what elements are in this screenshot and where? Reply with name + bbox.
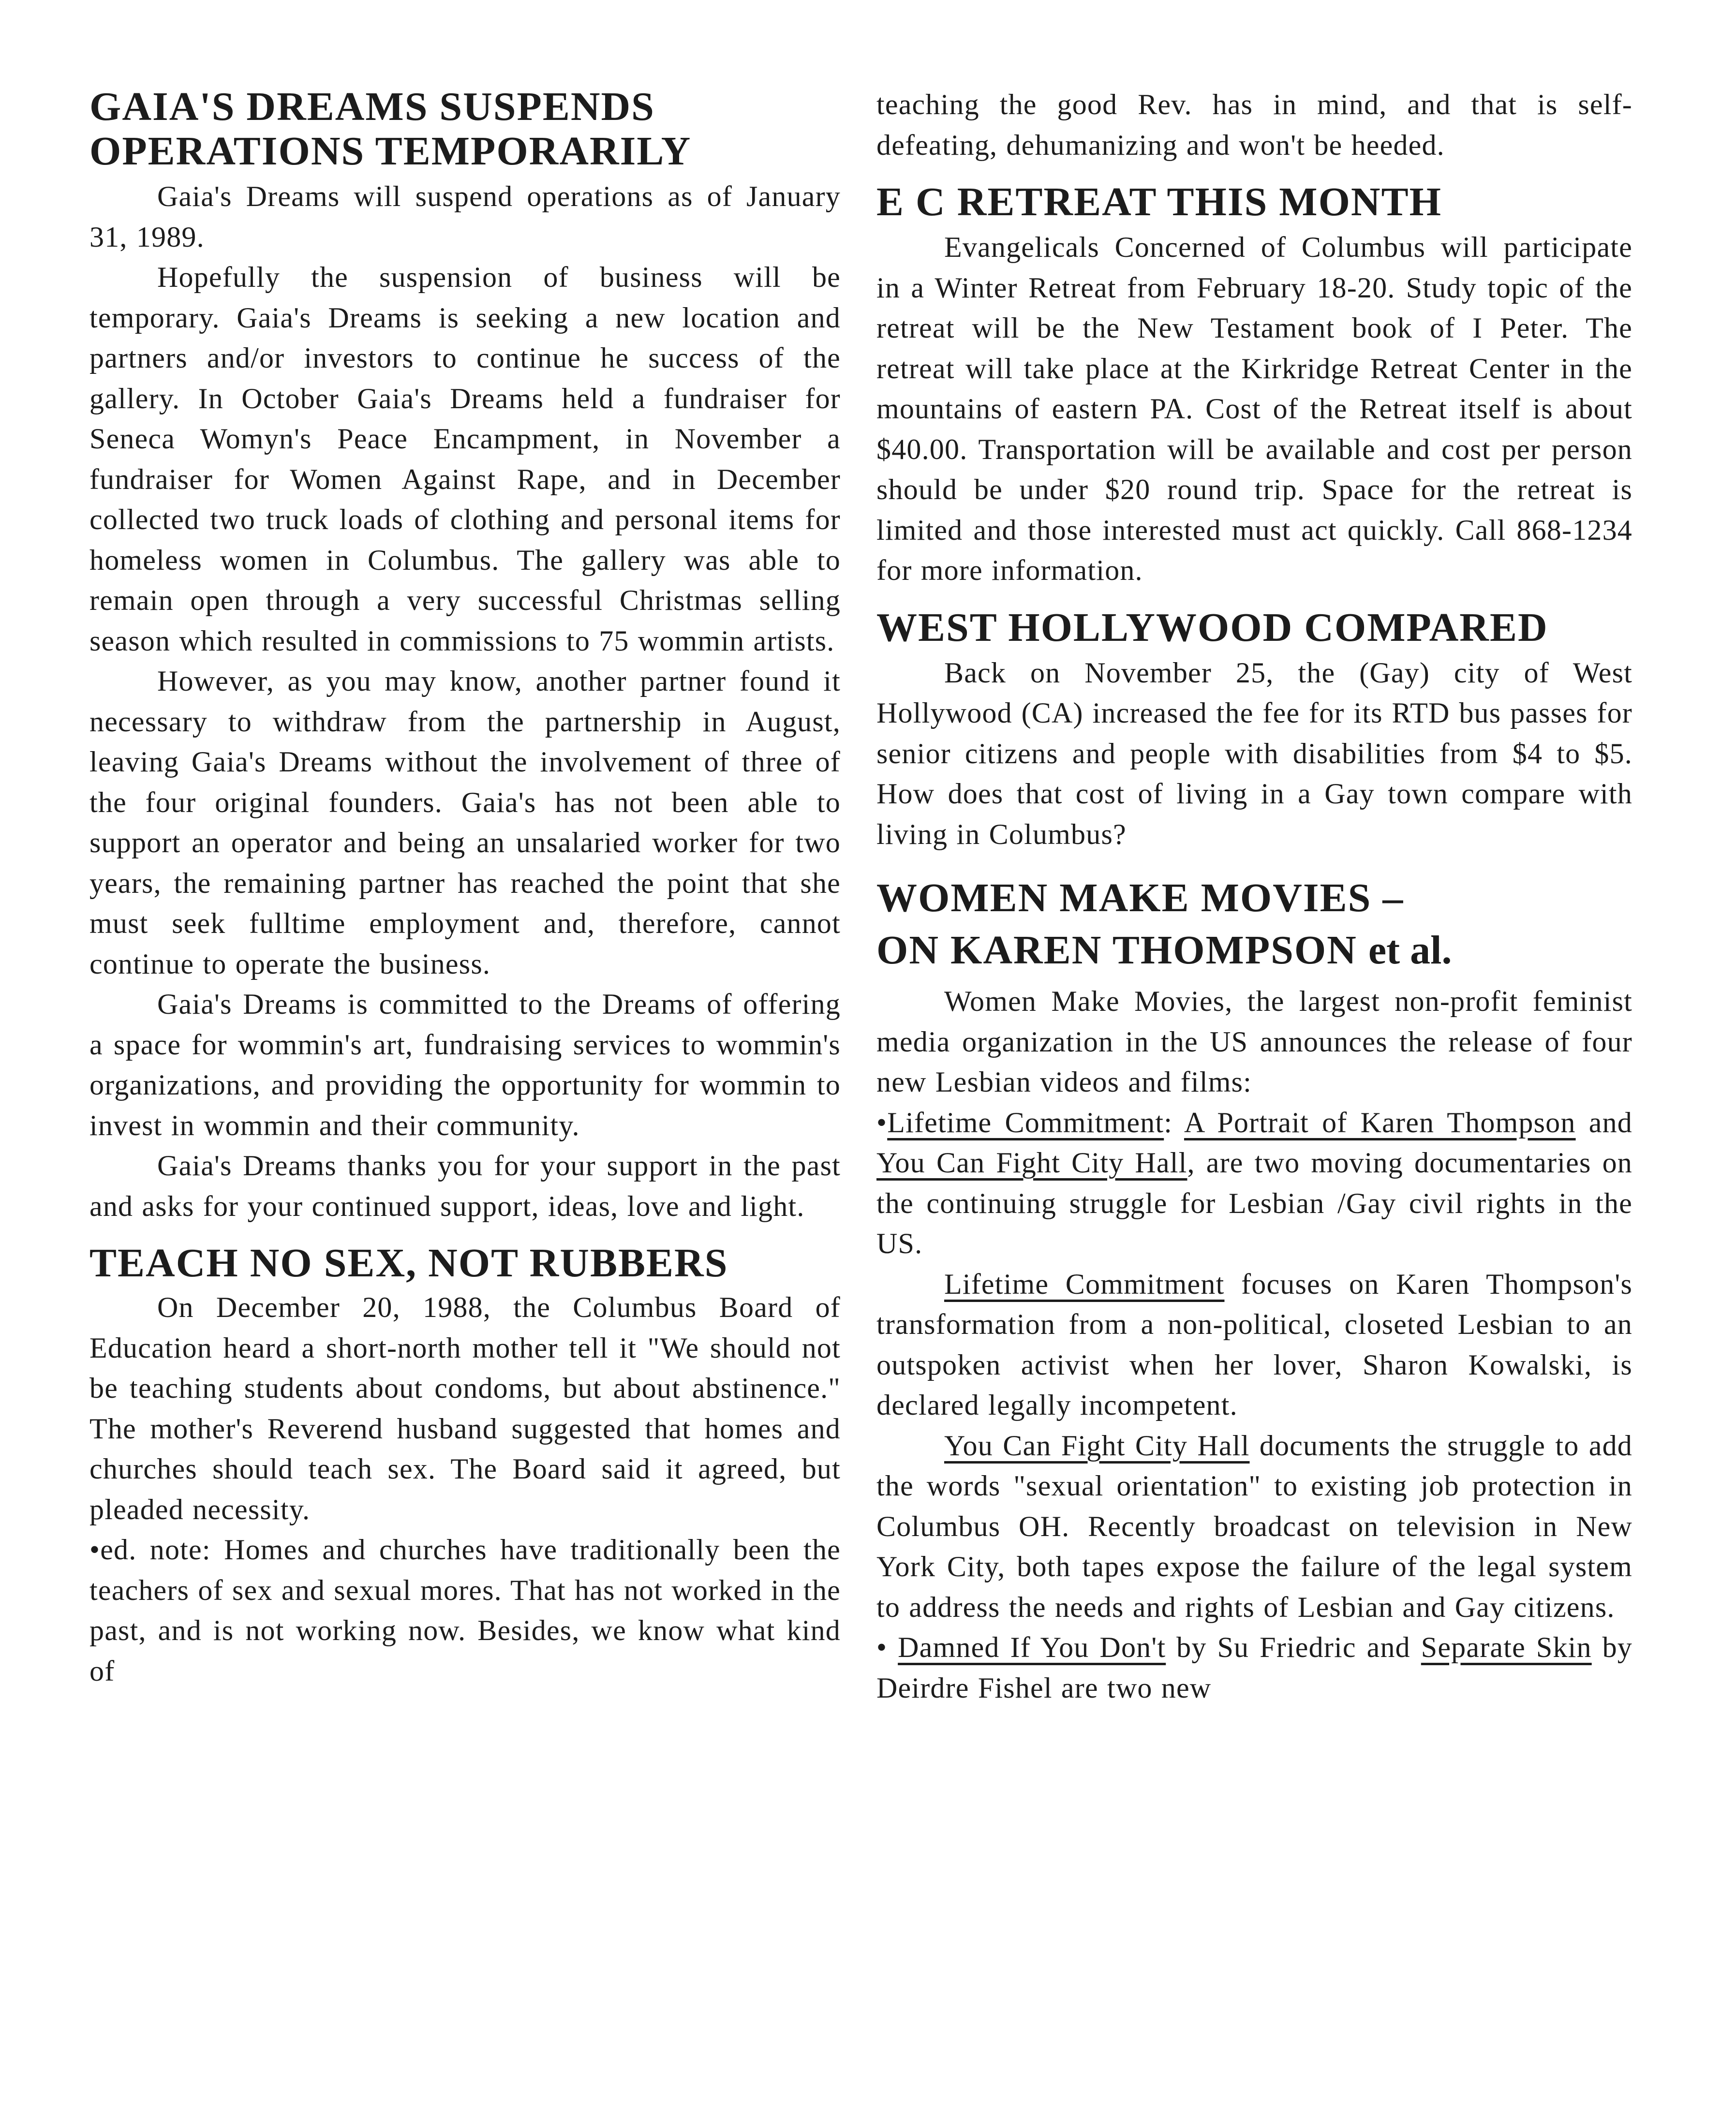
text: by Deirdre Fishel are two new — [876, 1631, 1633, 1704]
text: focuses on Karen Thompson's transformation from a non-political, closeted Lesbian to an outspoken activist when her lover, Sharon Kowalski, is declared legally incompetent. — [876, 1268, 1632, 1421]
paragraph — [876, 1426, 1632, 1628]
film-title: Separate Skin — [1421, 1631, 1592, 1663]
right-column — [876, 85, 1632, 1708]
article-west-hollywood — [876, 606, 1632, 855]
headline-ec-retreat: E C RETREAT THIS MONTH — [876, 179, 1442, 224]
bullet-icon: • — [876, 1106, 888, 1139]
article-gaias-dreams — [89, 85, 841, 1227]
film-title: Lifetime Commitment — [944, 1268, 1225, 1300]
paragraph: On December 20, 1988, the Columbus Board of Education heard a short-north mother tell it "We should not be teaching students about condoms, but about abstinence." The mother's Reverend husband suggested that homes and churches should teach sex. The Board said it agreed, but pleaded necessity. — [89, 1291, 841, 1525]
text: : — [1164, 1106, 1184, 1139]
paragraph: Gaia's Dreams will suspend operations as of January 31, 1989. — [89, 180, 841, 253]
film-list-item — [876, 1627, 1632, 1708]
left-column — [89, 85, 841, 1691]
article-women-make-movies — [876, 872, 1632, 1708]
headline-suffix: et al. — [1368, 928, 1452, 973]
paragraph: Hopefully the suspension of business will be temporary. Gaia's Dreams is seeking a new location and partners and/or investors to continue he success of the gallery. In October Gaia's Dreams held a fundraiser for Seneca Womyn's Peace Encampment, in November a fundraiser for Women Against Rape, and in December collected two truck loads of clothing and personal items for homeless women in Columbus. The gallery was able to remain open through a very successful Christmas selling season which resulted in commissions to 75 wommin artists. — [89, 261, 841, 657]
film-list-item — [876, 1103, 1632, 1264]
paragraph: However, as you may know, another partner found it necessary to withdraw from the partnership in August, leaving Gaia's Dreams without the involvement of three of the four original founders. Gaia's has not been able to support an operator and being an unsalaried worker for two years, the remaining partner has reached the point that she must seek fulltime employment and, therefore, cannot continue to operate the business. — [89, 665, 841, 980]
film-title: A Portrait of Karen Thompson — [1184, 1106, 1576, 1139]
headline-line: OPERATIONS TEMPORARILY — [89, 129, 692, 174]
paragraph: Back on November 25, the (Gay) city of West Hollywood (CA) increased the fee for its RTD bus passes for senior citizens and people with disabilities from $4 to $5. How does that cost of living in a Gay town compare with living in Columbus? — [876, 656, 1632, 850]
headline-women-make-movies — [876, 872, 1632, 976]
bullet-icon: • — [876, 1631, 898, 1663]
film-title: You Can Fight City Hall — [876, 1147, 1187, 1179]
paragraph: Evangelicals Concerned of Columbus will participate in a Winter Retreat from February 18-20. Study topic of the retreat will be the New Testament book of I Peter. The retreat will take place at the Kirkridge Retreat Center in the mountains of eastern PA. Cost of the Retreat itself is about $40.00. Transportation will be available and cost per person should be under $20 round trip. Space for the retreat is limited and those interested must act quickly. Call 868-1234 for more information. — [876, 231, 1632, 586]
text: by Su Friedric and — [1166, 1631, 1421, 1663]
article-teach-no-sex — [89, 1241, 841, 1691]
paragraph: Gaia's Dreams is committed to the Dreams of offering a space for wommin's art, fundraising services to wommin's organizations, and providing the opportunity for wommin to invest in wommin and their community. — [89, 988, 841, 1141]
text: , are two moving documentaries on the continuing struggle for Lesbian /Gay civil rights in the US. — [876, 1147, 1632, 1259]
headline-gaias-dreams — [89, 85, 841, 174]
editor-note: •ed. note: Homes and churches have traditionally been the teachers of sex and sexual mores. That has not worked in the past, and is not working now. Besides, we know what kind of — [89, 1534, 841, 1687]
film-title: You Can Fight City Hall — [944, 1429, 1250, 1462]
headline-line: WOMEN MAKE MOVIES – — [876, 875, 1404, 920]
headline-teach-no-sex: TEACH NO SEX, NOT RUBBERS — [89, 1241, 728, 1286]
paragraph: Gaia's Dreams thanks you for your support in the past and asks for your continued support, ideas, love and light. — [89, 1150, 841, 1222]
headline-line: GAIA'S DREAMS SUSPENDS — [89, 84, 655, 129]
editor-note-continued: teaching the good Rev. has in mind, and that is self-defeating, dehumanizing and won't be heeded. — [876, 89, 1632, 161]
paragraph — [876, 1264, 1632, 1426]
paragraph: Women Make Movies, the largest non-profit feminist media organization in the US announces the release of four new Lesbian videos and films: — [876, 985, 1632, 1098]
headline-west-hollywood: WEST HOLLYWOOD COMPARED — [876, 605, 1548, 650]
film-title: Lifetime Commitment — [887, 1106, 1164, 1139]
headline-line: ON KAREN THOMPSON — [876, 928, 1357, 973]
text: and — [1575, 1106, 1632, 1139]
text: documents the struggle to add the words "sexual orientation" to existing job protection in Columbus OH. Recently broadcast on television in New York City, both tapes expose the failure of the legal system to address the needs and rights of Lesbian and Gay citizens. — [876, 1429, 1632, 1623]
article-ec-retreat — [876, 180, 1632, 591]
film-title: Damned If You Don't — [898, 1631, 1166, 1663]
